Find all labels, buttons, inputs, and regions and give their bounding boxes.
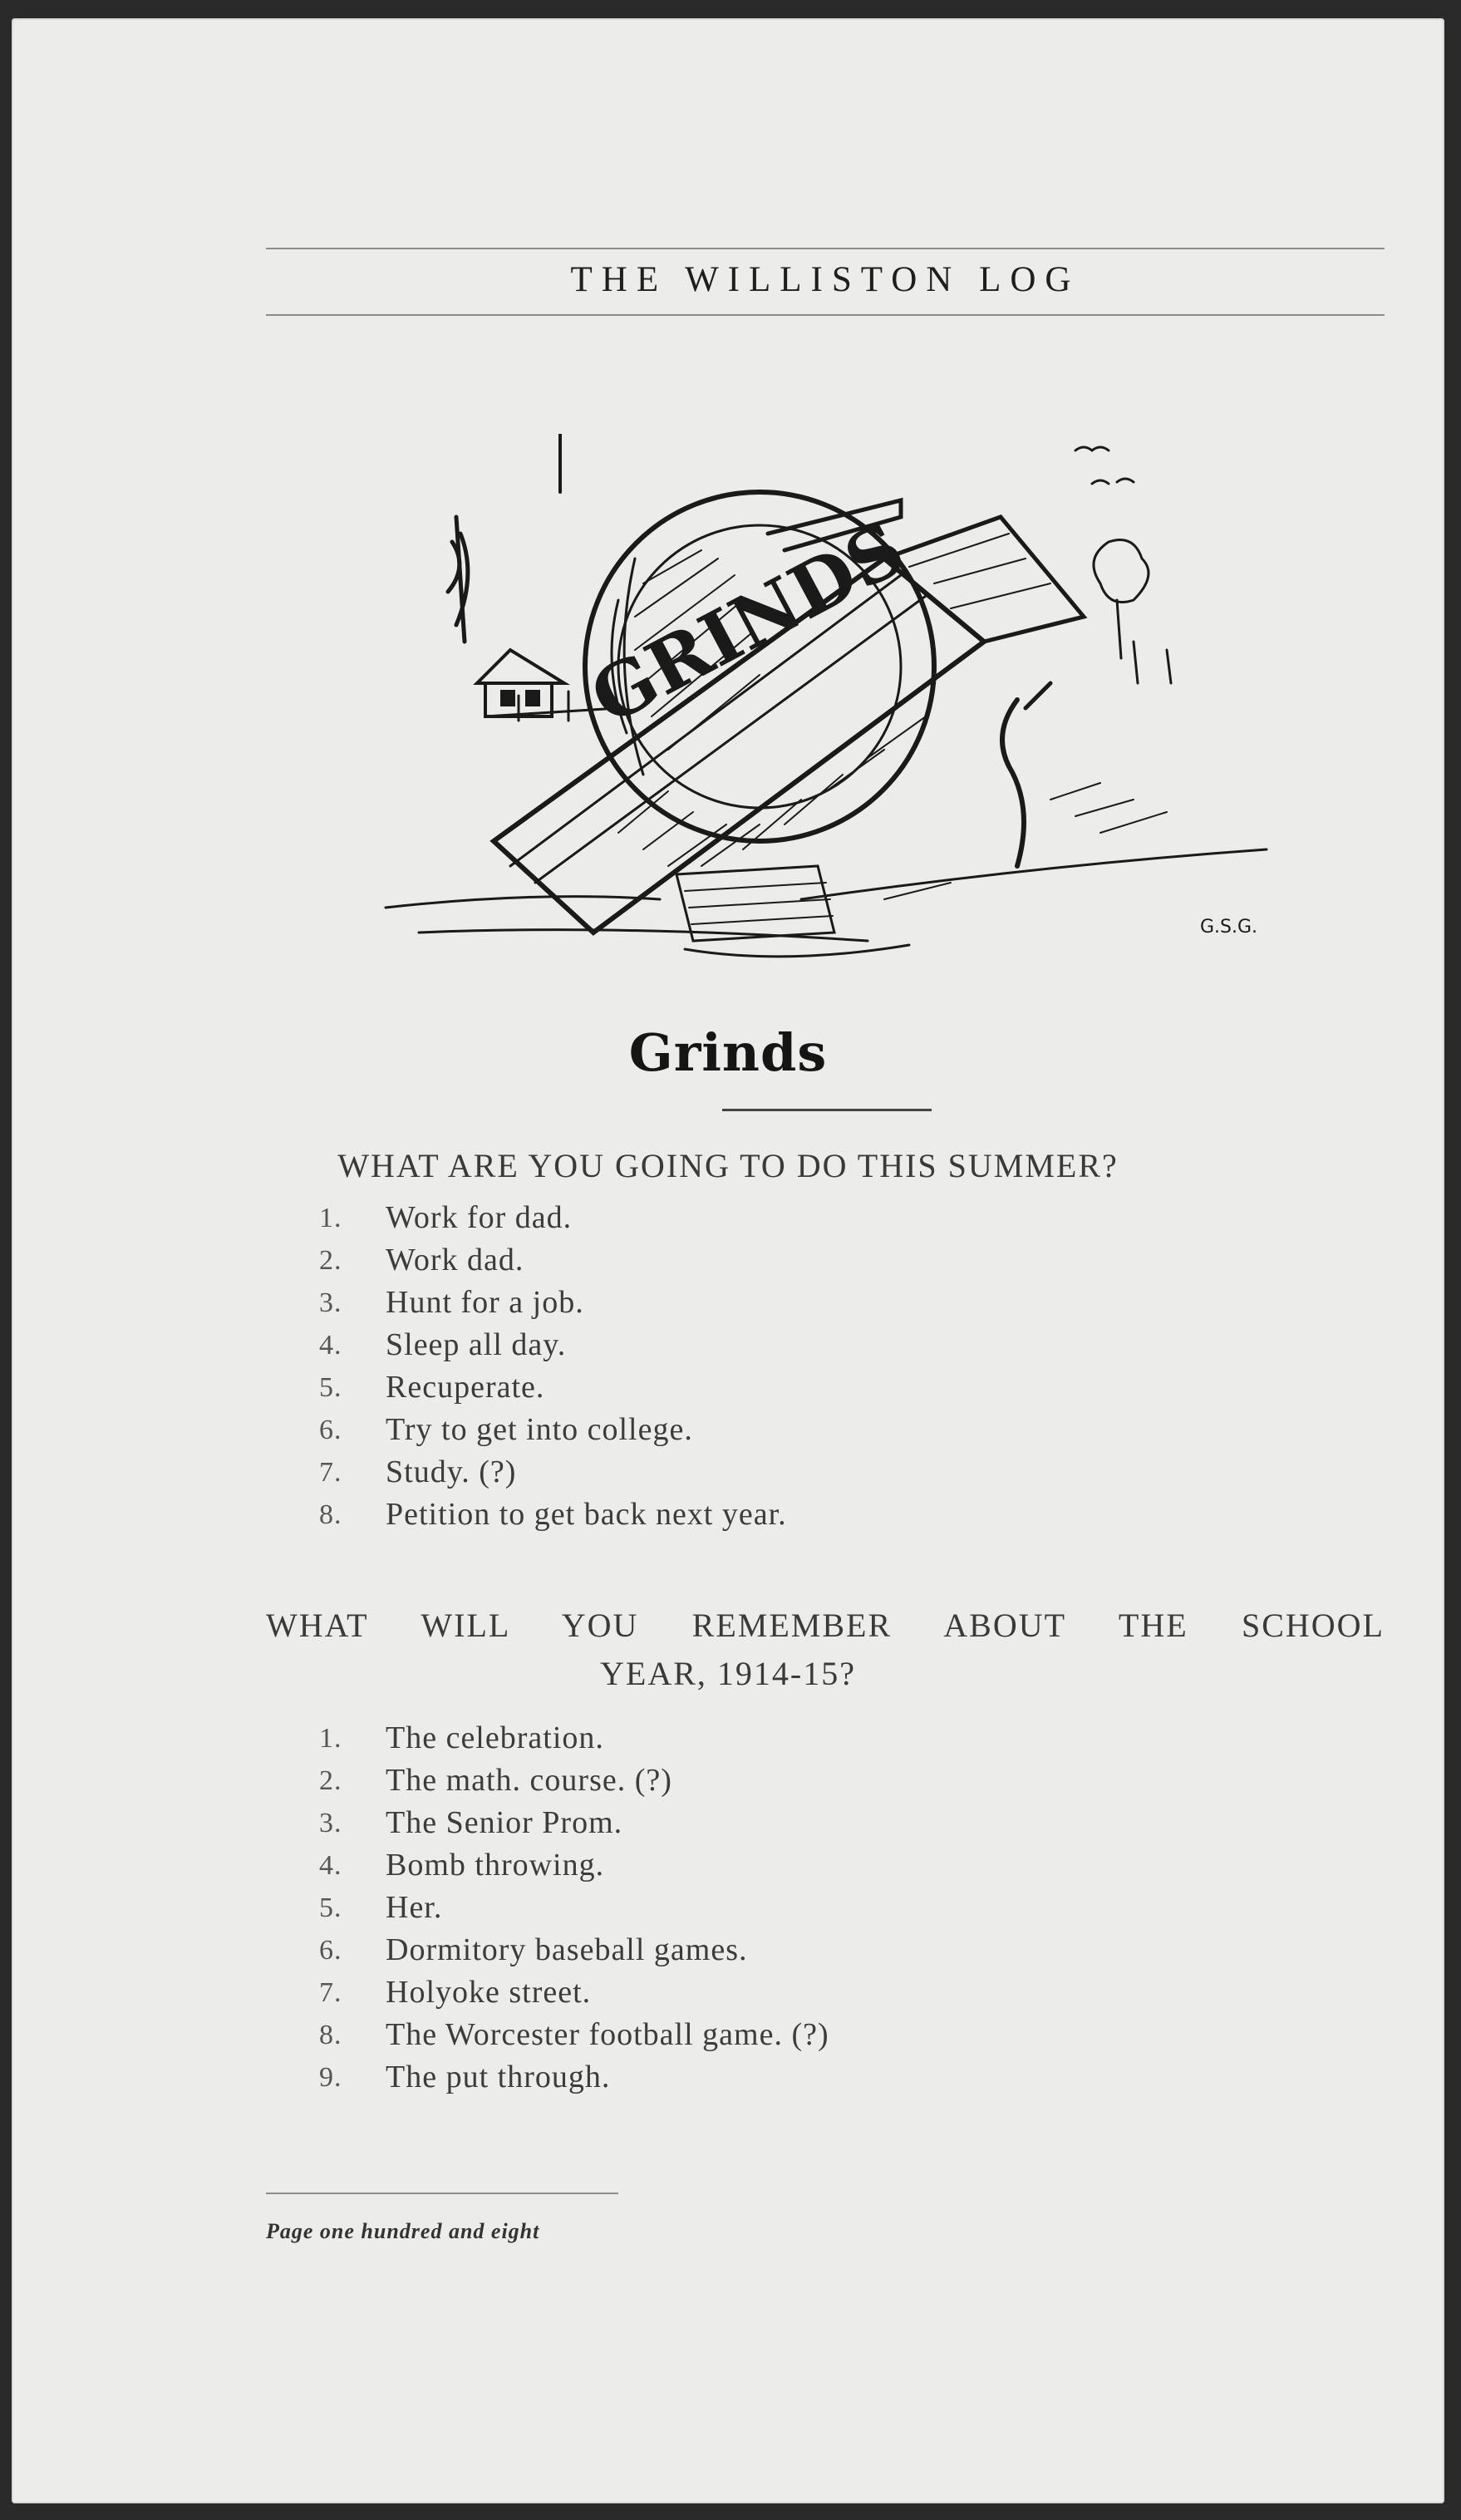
list-item-text: The math. course. (?) bbox=[386, 1763, 672, 1798]
page-number-label: Page one hundred and eight bbox=[266, 2219, 540, 2243]
list-item-text: Petition to get back next year. bbox=[386, 1497, 787, 1532]
list-item bbox=[319, 2014, 829, 2056]
grindstone-illustration-icon bbox=[369, 434, 1300, 982]
list-item-number: 3. bbox=[319, 1808, 342, 1838]
list-item bbox=[319, 1887, 829, 1929]
title-underline bbox=[722, 1109, 932, 1111]
list-item-number: 4. bbox=[319, 1850, 342, 1881]
list-item bbox=[319, 1451, 787, 1494]
list-item bbox=[319, 1197, 787, 1239]
list-item-number: 7. bbox=[319, 1977, 342, 2008]
list-item-number: 4. bbox=[319, 1330, 342, 1361]
list-item-text: Holyoke street. bbox=[386, 1975, 592, 2010]
section-heading-summer: WHAT ARE YOU GOING TO DO THIS SUMMER? bbox=[337, 1147, 1119, 1184]
section-heading-remember-line1: WHAT WILL YOU REMEMBER ABOUT THE SCHOOL bbox=[266, 1607, 1385, 1644]
list-item-text: The put through. bbox=[386, 2060, 611, 2094]
header-bottom-rule bbox=[266, 314, 1385, 316]
list-item-number: 5. bbox=[319, 1372, 342, 1403]
page-title: Grinds bbox=[628, 1022, 828, 1083]
list-item bbox=[319, 1324, 787, 1366]
list-item-number: 3. bbox=[319, 1287, 342, 1318]
list-item-text: Work dad. bbox=[386, 1243, 524, 1277]
list-item bbox=[319, 1409, 787, 1451]
artist-signature: G.S.G. bbox=[1200, 917, 1258, 938]
footer-rule bbox=[266, 2193, 618, 2194]
list-item-number: 5. bbox=[319, 1892, 342, 1923]
list-item-text: Try to get into college. bbox=[386, 1412, 693, 1447]
list-item-text: Recuperate. bbox=[386, 1370, 545, 1405]
list-item-number: 7. bbox=[319, 1457, 342, 1488]
section-heading-remember-line2: YEAR, 1914-15? bbox=[600, 1655, 856, 1692]
list-item bbox=[319, 1282, 787, 1324]
running-header: THE WILLISTON LOG bbox=[570, 260, 1080, 299]
header-top-rule bbox=[266, 248, 1385, 249]
list-item-text: Her. bbox=[386, 1890, 443, 1925]
list-item bbox=[319, 1366, 787, 1409]
list-item-text: The Worcester football game. (?) bbox=[386, 2017, 829, 2052]
list-item-number: 1. bbox=[319, 1203, 342, 1233]
list-item-text: Bomb throwing. bbox=[386, 1848, 605, 1883]
list-item-text: The Senior Prom. bbox=[386, 1805, 623, 1840]
list-item-number: 6. bbox=[319, 1935, 342, 1966]
list-item bbox=[319, 1494, 787, 1536]
summer-plans-list bbox=[319, 1197, 787, 1536]
remember-list bbox=[319, 1717, 829, 2099]
list-item bbox=[319, 1717, 829, 1760]
list-item-text: Hunt for a job. bbox=[386, 1285, 584, 1320]
list-item-text: Study. (?) bbox=[386, 1454, 517, 1489]
list-item-number: 6. bbox=[319, 1415, 342, 1445]
list-item bbox=[319, 1971, 829, 2014]
list-item bbox=[319, 2056, 829, 2099]
list-item-text: Dormitory baseball games. bbox=[386, 1932, 748, 1967]
list-item-number: 1. bbox=[319, 1723, 342, 1754]
list-item-number: 8. bbox=[319, 2020, 342, 2050]
list-item-number: 2. bbox=[319, 1765, 342, 1796]
list-item bbox=[319, 1802, 829, 1844]
wheel-lettering: GRINDS bbox=[577, 504, 918, 741]
list-item bbox=[319, 1239, 787, 1282]
list-item bbox=[319, 1760, 829, 1802]
list-item-number: 2. bbox=[319, 1245, 342, 1276]
list-item bbox=[319, 1929, 829, 1971]
document-page bbox=[12, 18, 1444, 2503]
list-item-text: Work for dad. bbox=[386, 1200, 573, 1235]
list-item-number: 8. bbox=[319, 1499, 342, 1530]
list-item-number: 9. bbox=[319, 2062, 342, 2093]
list-item-text: The celebration. bbox=[386, 1720, 604, 1755]
list-item bbox=[319, 1844, 829, 1887]
list-item-text: Sleep all day. bbox=[386, 1327, 567, 1362]
